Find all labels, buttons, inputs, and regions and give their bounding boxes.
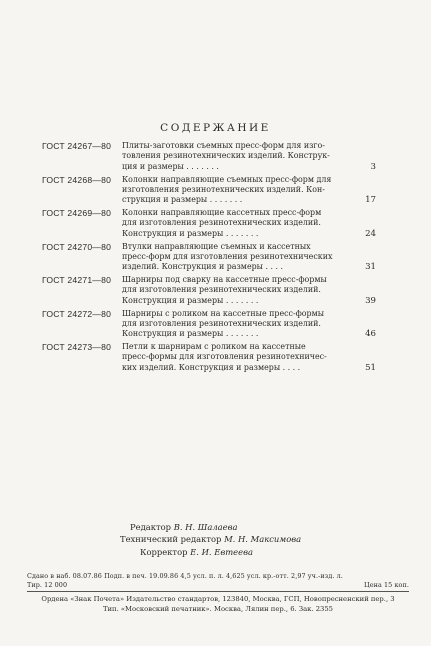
staff-row-tech-editor [120, 533, 370, 545]
description-line: Конструкция и размеры . . . . . . . [122, 329, 259, 339]
publisher-line: Ордена «Знак Почета» Издательство стандартов, 123840, Москва, ГСП, Новопресненский пер., 3 [41, 595, 395, 603]
entry-description [122, 242, 354, 273]
description-line: Плиты-заготовки съемных пресс-форм для изго- [122, 141, 325, 150]
description-line: ких изделий. Конструкция и размеры . . . . [122, 362, 301, 372]
description-line: Втулки направляющие съемных и кассетных [122, 241, 311, 251]
description-line: изделий. Конструкция и размеры . . . . [122, 262, 284, 272]
description-line: ция и размеры . . . . . . . [122, 161, 219, 171]
staff-role: Редактор [130, 522, 172, 532]
print-line: Сдано в наб. 08.07.86 Подп. в печ. 19.09.86 4,5 усл. п. л. 4,625 усл. кр.-отт. 2,97 уч.-изд. л. [27, 572, 343, 580]
entry-description [122, 342, 354, 373]
description-line: Шарниры с роликом на кассетные пресс-формы [122, 308, 325, 318]
page-number: 31 [365, 262, 376, 273]
staff-row-editor [130, 521, 370, 533]
print-details [27, 572, 409, 590]
page-number: 39 [365, 295, 376, 306]
standard-code: ГОСТ 24267—80 [42, 141, 112, 151]
standard-code: ГОСТ 24270—80 [42, 241, 112, 252]
standard-code: ГОСТ 24268—80 [42, 174, 112, 185]
entry-description [122, 275, 354, 306]
page-number: 51 [365, 362, 376, 373]
page-title: СОДЕРЖАНИЕ [160, 122, 271, 134]
description-line: Шарниры под сварку на кассетные пресс-формы [122, 275, 327, 284]
staff-role: Технический редактор [120, 534, 222, 545]
description-line: Колонки направляющие съемных пресс-форм для [122, 174, 332, 184]
staff-role: Корректор [140, 546, 188, 557]
entry-description [122, 141, 354, 172]
staff-row-corrector [140, 546, 370, 558]
page-number: 3 [370, 161, 376, 172]
description-line: Конструкция и размеры . . . . . . . [122, 228, 259, 238]
divider [27, 591, 409, 592]
description-line: для изготовления резинотехнических изделий. [122, 285, 321, 295]
description-line: пресс-формы для изготовления резинотехничес- [122, 352, 327, 362]
standard-code: ГОСТ 24273—80 [42, 342, 112, 352]
entry-description [122, 175, 354, 206]
description-line: пресс-форм для изготовления резинотехнических [122, 251, 333, 261]
staff-name: Е. И. Евтеева [190, 546, 253, 557]
page-number: 46 [365, 329, 376, 340]
staff-name: В. Н. Шалаева [173, 522, 238, 532]
price: Цена 15 коп. [364, 580, 409, 589]
print-run: Тир. 12 000 [27, 580, 68, 589]
standard-code: ГОСТ 24269—80 [42, 208, 112, 218]
publisher-info [27, 595, 409, 614]
description-line: струкция и размеры . . . . . . . [122, 195, 243, 205]
description-line: для изготовления резинотехнических изделий. [122, 318, 321, 328]
printer-line: Тип. «Московский печатник». Москва, Лялин пер., 6. Зак. 2355 [102, 604, 333, 613]
standard-code: ГОСТ 24272—80 [42, 308, 112, 319]
print-line [27, 581, 409, 590]
page-number: 17 [365, 195, 376, 206]
description-line: Конструкция и размеры . . . . . . . [122, 295, 259, 305]
description-line: товления резинотехнических изделий. Конструк- [122, 151, 330, 161]
description-line: для изготовления резинотехнических изделий. [122, 218, 321, 228]
staff-name: М. Н. Максимова [224, 534, 302, 545]
description-line: Петли к шарнирам с роликом на кассетные [122, 342, 306, 351]
page-number: 24 [365, 228, 376, 239]
standard-code: ГОСТ 24271—80 [42, 275, 112, 285]
entry-description [122, 208, 354, 239]
description-line: изготовления резинотехнических изделий. Кон- [122, 184, 325, 194]
entry-description [122, 309, 354, 340]
description-line: Колонки направляющие кассетных пресс-форм [122, 208, 322, 217]
editorial-staff [120, 521, 370, 558]
